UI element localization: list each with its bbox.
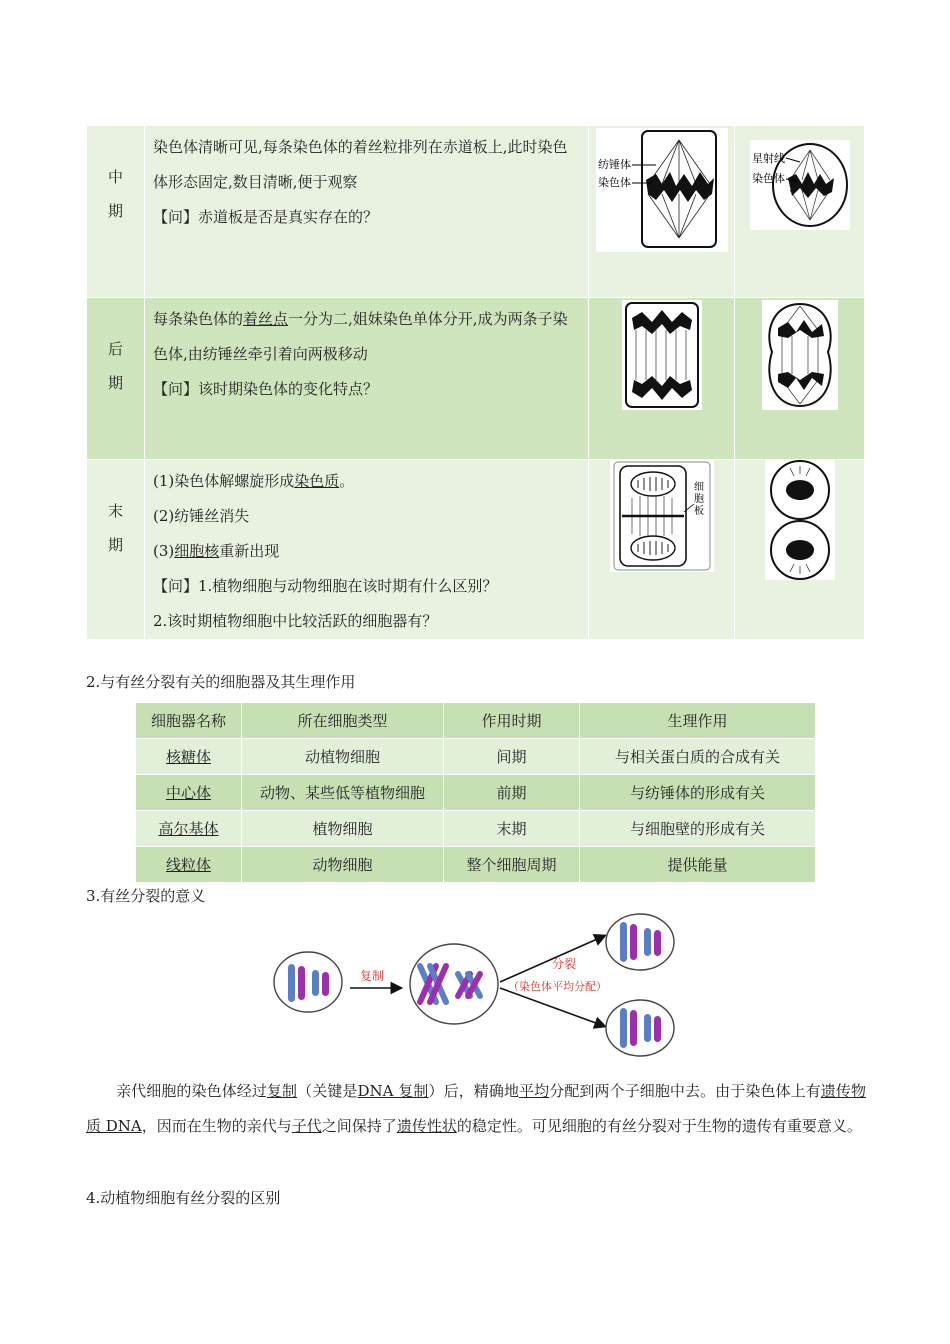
- divide-label: 分裂: [552, 957, 577, 971]
- copy-label: 复制: [360, 969, 385, 983]
- phase-question: 【问】1.植物细胞与动物细胞在该时期有什么区别？: [153, 577, 498, 595]
- metaphase-animal-cell-image: [750, 140, 850, 230]
- table-cell: 间期: [444, 739, 580, 775]
- chromosome-label: 染色体: [597, 176, 631, 189]
- key-term: DNA 复制: [357, 1082, 429, 1100]
- table-cell: 整个细胞周期: [444, 847, 580, 883]
- phase-row-telophase: [87, 460, 865, 640]
- section-4-title: 4.动植物细胞有丝分裂的区别: [86, 1189, 281, 1207]
- daughter-cell-bottom: [606, 1000, 674, 1056]
- plant-cell-figure: [589, 126, 735, 298]
- table-cell: 动植物细胞: [242, 739, 444, 775]
- phase-question: 【问】赤道板是否是真实存在的？: [153, 208, 379, 226]
- plant-cell-figure: [589, 460, 735, 640]
- phase-question: 【问】该时期染色体的变化特点？: [153, 380, 379, 398]
- mitosis-significance-diagram: [268, 910, 688, 1058]
- daughter-cell-top: [606, 914, 674, 970]
- key-term: 遗传性状: [396, 1117, 457, 1135]
- aster-label: 星射线: [751, 152, 785, 165]
- key-term: 着丝点: [243, 310, 289, 328]
- column-header: 作用时期: [444, 703, 580, 739]
- key-term: 染色质: [294, 472, 340, 490]
- section-2-title: 2.与有丝分裂有关的细胞器及其生理作用: [86, 673, 356, 691]
- phase-description: 每条染色体的着丝点一分为二,姐妹染色单体分开,成为两条子染色体,由纺锤丝牵引着向两极移动 【问】该时期染色体的变化特点？: [145, 298, 589, 460]
- table-cell: 植物细胞: [242, 811, 444, 847]
- divide-sublabel: （染色体平均分配）: [508, 980, 607, 993]
- key-term: 细胞核: [174, 542, 220, 560]
- organelle-name: 线粒体: [136, 847, 242, 883]
- key-term: 平均: [519, 1082, 550, 1100]
- table-cell: 动物细胞: [242, 847, 444, 883]
- significance-paragraph: 亲代细胞的染色体经过复制（关键是DNA 复制）后，精确地平均分配到两个子细胞中去。由于染色体上有遗传物质 DNA，因而在生物的亲代与子代之间保持了遗传性状的稳定性。可见细胞的有丝分裂对于生物的遗传有重要意义。: [86, 1082, 866, 1135]
- table-row: [136, 847, 816, 883]
- phase-table: [86, 125, 865, 640]
- table-cell: 与细胞壁的形成有关: [580, 811, 816, 847]
- column-header: 细胞器名称: [136, 703, 242, 739]
- column-header: 所在细胞类型: [242, 703, 444, 739]
- metaphase-plant-cell-image: [596, 128, 728, 252]
- key-term: 遗传物质 DNA: [86, 1082, 866, 1135]
- telophase-plant-cell-image: [610, 460, 714, 572]
- phase-name: 中 期: [87, 126, 145, 298]
- phase-row-anaphase: [87, 298, 865, 460]
- plant-cell-figure: [589, 298, 735, 460]
- key-term: 子代: [291, 1117, 322, 1135]
- table-cell: 与相关蛋白质的合成有关: [580, 739, 816, 775]
- table-row: [136, 775, 816, 811]
- section-3-title: 3.有丝分裂的意义: [86, 887, 206, 905]
- key-term: 复制: [266, 1082, 298, 1100]
- spindle-label: 纺锤体: [597, 158, 631, 171]
- cell-plate-label-char: 胞: [693, 494, 704, 505]
- cell-plate-label-char: 板: [693, 506, 704, 517]
- animal-cell-figure: [735, 298, 865, 460]
- chromosome-label: 染色体: [751, 172, 785, 185]
- cell-plate-label-char: 细: [693, 482, 704, 493]
- phase-description: (1)染色体解螺旋形成染色质。 (2)纺锤丝消失 (3)细胞核重新出现 【问】1.植物细胞与动物细胞在该时期有什么区别？ 2.该时期植物细胞中比较活跃的细胞器有？: [145, 460, 589, 640]
- column-header: 生理作用: [580, 703, 816, 739]
- phase-name: 后 期: [87, 298, 145, 460]
- phase-row-metaphase: [87, 126, 865, 298]
- organelle-name: 核糖体: [136, 739, 242, 775]
- table-cell: 末期: [444, 811, 580, 847]
- table-header-row: [136, 703, 816, 739]
- phase-question: 2.该时期植物细胞中比较活跃的细胞器有？: [153, 612, 438, 630]
- table-cell: 提供能量: [580, 847, 816, 883]
- table-row: [136, 811, 816, 847]
- organelle-name: 中心体: [136, 775, 242, 811]
- animal-cell-figure: [735, 126, 865, 298]
- telophase-animal-cell-image: [765, 460, 835, 580]
- table-row: [136, 739, 816, 775]
- table-cell: 动物、某些低等植物细胞: [242, 775, 444, 811]
- organelle-table: [135, 702, 816, 883]
- anaphase-animal-cell-image: [762, 300, 838, 410]
- replicated-cell: [410, 944, 498, 1024]
- table-cell: 与纺锤体的形成有关: [580, 775, 816, 811]
- organelle-name: 高尔基体: [136, 811, 242, 847]
- animal-cell-figure: [735, 460, 865, 640]
- phase-name: 末 期: [87, 460, 145, 640]
- phase-description: 染色体清晰可见,每条染色体的着丝粒排列在赤道板上,此时染色体形态固定,数目清晰,便于观察 【问】赤道板是否是真实存在的？: [145, 126, 589, 298]
- anaphase-plant-cell-image: [622, 300, 702, 410]
- table-cell: 前期: [444, 775, 580, 811]
- parent-cell: [274, 952, 342, 1012]
